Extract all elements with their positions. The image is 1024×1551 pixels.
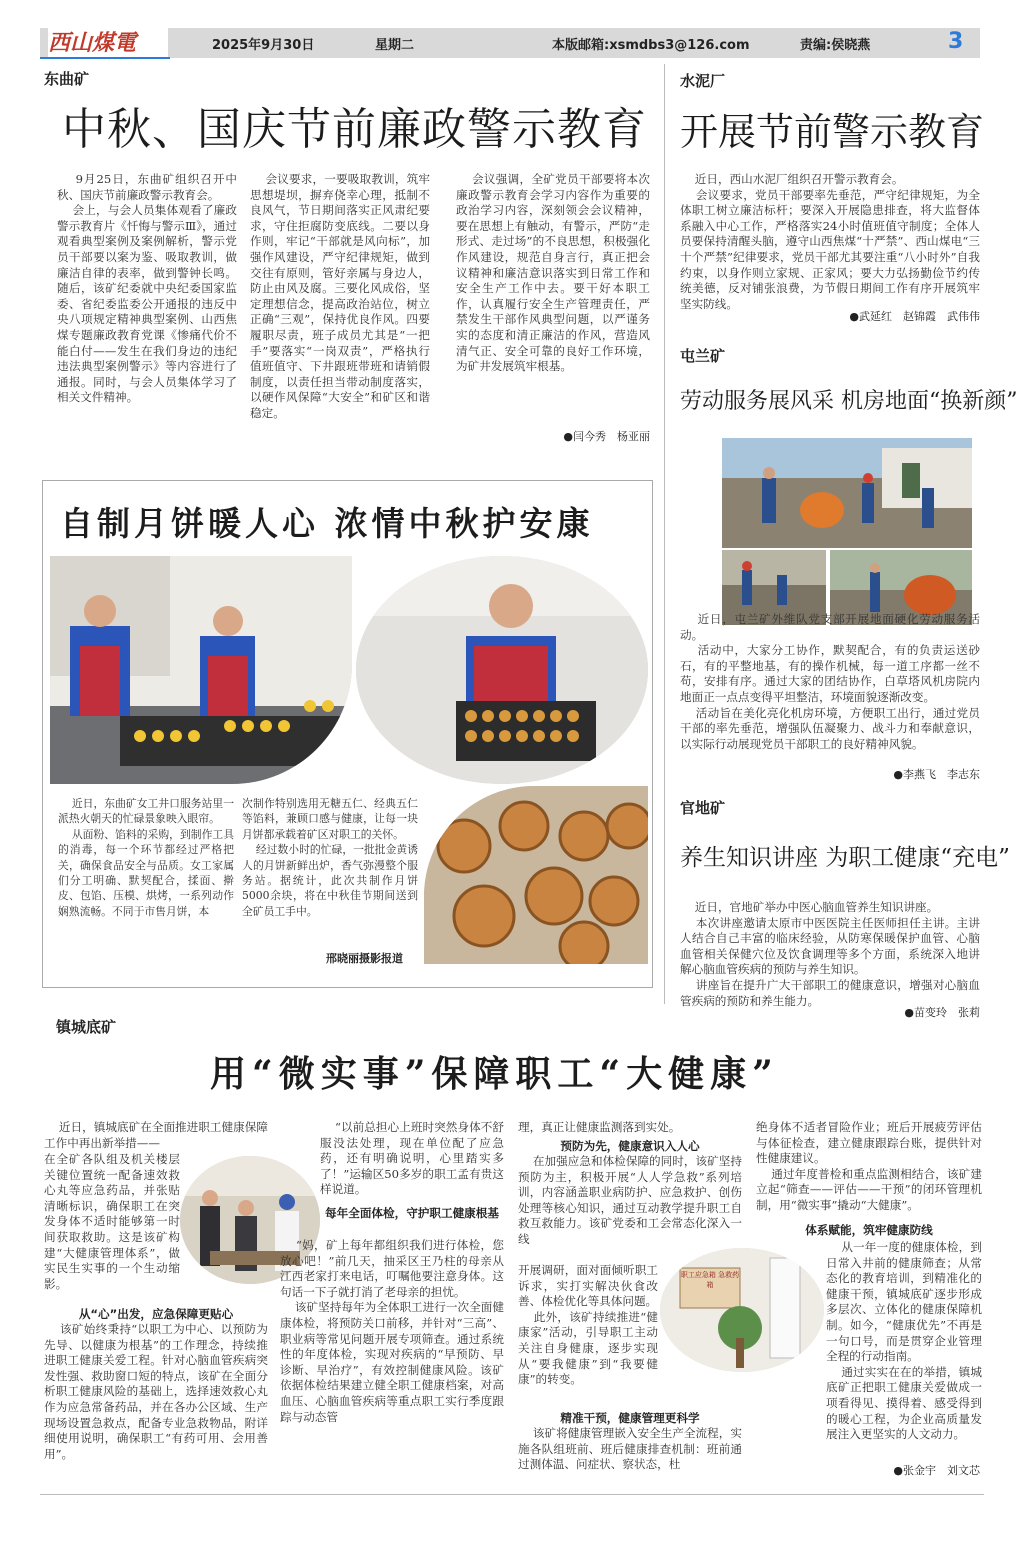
a5-body: 近日，官地矿举办中医心脑血管养生知识讲座。 本次讲座邀请太原市中医医院主任医师担任主讲。主讲人结合自己丰富的临床经验，从防寒保暖保护血管、心脑血管相关保健穴位及饮食调理等多个方面，系统深入地讲解心脑血管疾病的预防与养生知识。 讲座旨在提升广大干部职工的健康意识，增强对心脑血管疾病的预防和养生能力。 (680, 900, 980, 1008)
header-weekday: 星期二 (375, 38, 415, 53)
a5-section-label: 官地矿 (680, 799, 726, 817)
a4-col1: 近日，东曲矿女工井口服务站里一派热火朝天的忙碌景象映入眼帘。 从面粉、馅料的采购，到制作工具的消毒，每一个环节都经过严格把关，确保食品安全与品质。女工家属们分工明确、默契配合，揉面、擀皮、包馅、压模、烘烤，一系列动作娴熟流畅。不同于市售月饼，本 (58, 797, 235, 918)
a6-col4-body2: 从一年一度的健康体检，到日常入井前的健康筛查；从常态化的教育培训，到精准化的健康干预，镇城底矿逐步形成多层次、立体化的健康保障机制。如今，“健康优先”不再是一句口号，而是贯穿企业管理全程的行动指南。 通过实实在在的举措，镇城底矿正把职工健康关爱做成一项看得见、摸得着、感受得到的暖心工程，为企业高质量发展注入更坚实的人文动力。 (826, 1240, 982, 1442)
a2-body: 近日，西山水泥厂组织召开警示教育会。 会议要求，党员干部要率先垂范，严守纪律规矩，为全体职工树立廉洁标杆；要深入开展隐患排查，将大监督体系融入中心工作，严格落实24小时值班值守制度；全体人员要保持清醒头脑，遵守山西焦煤“十严禁”、西山煤电“三十个严禁”纪律要求，党员干部尤其要注重“八小时外”自我约束，以身作则立家规、正家风；要大力弘扬勤俭节约传统美德，反对铺张浪费，为节假日期间工作有序开展筑牢坚实防线。 (680, 172, 980, 311)
a6-col1-body: 该矿始终秉持“以职工为中心、以预防为先导、以健康为根基”的工作理念，持续推进职工健康关爱工程。针对心脑血管疾病突发性强、救助窗口短的特点，该矿在全面分析职工健康风险的基础上，选择速效救心丸作为应急常备药品，并在各办公区域、生产现场设置急救点，配备专业急救物品，附详细使用说明，确保职工“有药可用、会用善用”。 (44, 1322, 268, 1461)
page-number: 3 (948, 29, 964, 54)
bottom-rule (40, 1494, 984, 1495)
a1-col1: 9月25日，东曲矿组织召开中秋、国庆节前廉政警示教育会。 会上，与会人员集体观看了廉政警示教育片《忏悔与警示Ⅲ》，通过观看典型案例及案例解析，警示党员干部要以案为鉴、吸取教训，做廉洁自律的表率，做到警钟长鸣。随后，该矿纪委就中央纪委国家监委、省纪委监委公开通报的违反中央八项规定精神典型案例、山西焦煤专题廉政教育党课《惨痛代价不能白付——发生在我们身边的违纪违法典型案例警示》等内容进行了通报。同时，与会人员集体学习了相关文件精神。 (57, 172, 237, 405)
column-divider (664, 64, 665, 1004)
a6-section-label: 镇城底矿 (56, 1018, 117, 1036)
a5-headline: 养生知识讲座 为职工健康“充电” (680, 845, 1010, 871)
a1-col3: 会议强调，全矿党员干部要将本次廉政警示教育会学习内容作为重要的政治学习内容，深刻领会会议精神，要在思想上有触动，有警示，严防“走形式、走过场”的不良思想，积极强化作风建设，规范自身言行，真正把会议精神和廉洁意识落实到日常工作和安全生产工作中去。要干好本职工作，认真履行安全生产管理责任，严禁发生干部作风典型问题，以严谨务实的态度和清正廉洁的作风，营造风清气正、安全可靠的良好工作环境，为矿井发展筑牢根基。 (456, 172, 650, 374)
header-date: 2025年9月30日 (212, 38, 315, 53)
a6-col4-subhead: 体系赋能，筑牢健康防线 (805, 1223, 933, 1237)
a6-byline: ●张金宇 刘文芯 (893, 1464, 980, 1477)
header-email: 本版邮箱:xsmdbs3@126.com (552, 38, 750, 53)
a6-col4-body1: 绝身体不适者冒险作业；班后开展疲劳评估与体征检查，建立健康跟踪台账，提供针对性健康建议。 通过年度普检和重点监测相结合，该矿建立起“筛查——评估——干预”的闭环管理机制，用“微实事”撬动“大健康”。 (756, 1120, 982, 1212)
a6-col1-text: 在全矿各队组及机关楼层关键位置统一配备速效救心丸等应急药品，并张贴清晰标识，确保职工在突发身体不适时能够第一时间获取救助。这是该矿构建“大健康管理体系”，做实民生实事的一个生动缩影。 (44, 1152, 180, 1291)
a6-col3-subhead2: 精准干预，健康管理更科学 (560, 1411, 700, 1425)
a6-col3-body1: 在加强应急和体检保障的同时，该矿坚持预防为主，积极开展“人人学急救”系列培训，内容涵盖职业病防护、应急救护、创伤处理等核心知识，通过互动教学提升职工自救互救能力。该矿党委和工会常态化深入一线 (518, 1154, 742, 1246)
a1-section-label: 东曲矿 (44, 70, 90, 88)
a6-col3-body2: 开展调研，面对面倾听职工诉求，实打实解决伙食改善、体检优化等具体问题。 此外，该矿持续推进“健康家”活动，引导职工主动关注自身健康，逐步实现从“要我健康”到“我要健康”的转变。 (518, 1263, 658, 1387)
a3-photo-mixer (722, 438, 972, 548)
a3-byline: ●李燕飞 李志东 (893, 768, 980, 781)
a6-col2-body: “妈，矿上每年都组织我们进行体检，您放心吧！”前几天，抽采区王乃柱的母亲从江西老家打来电话，叮嘱他要注意身体。这句话一下子就打消了老母亲的担忧。 该矿坚持每年为全体职工进行一次全面健康体检，将预防关口前移，并针对“三高”、职业病等常见问题开展专项筛查。通过系统性的年度体检，实现对疾病的“早预防、早诊断、早治疗”，有效控制健康风险。该矿依据体检结果建立健全职工健康档案，对高血压、心脑血管疾病等重点职工实行季度跟踪与动态管 (280, 1238, 504, 1424)
a6-col3-cont: 理，真正让健康监测落到实处。 (518, 1120, 681, 1134)
a2-headline: 开展节前警示教育 (680, 110, 985, 154)
a4-col2: 次制作特别选用无糖五仁、经典五仁等馅料，兼顾口感与健康，让每一块月饼都承载着矿区对职工的关怀。 经过数小时的忙碌，一批批金黄诱人的月饼新鲜出炉，香气弥漫整个服务站。据统计，此次共制作月饼5000余块，将在中秋佳节期间送到全矿员工手中。 (242, 797, 419, 918)
a4-byline: 邢晓丽摄影报道 (326, 952, 403, 965)
newspaper-logo: 西山煤電 (48, 28, 168, 58)
a3-body: 近日，屯兰矿外维队党支部开展地面硬化劳动服务活动。 活动中，大家分工协作，默契配合，有的负责运送砂石，有的平整地基，有的操作机械，每一道工序都一丝不苟，安排有序。通过大家的团结协作，白草塔风机房院内地面正一点点变得平坦整洁，环境面貌逐渐改变。 活动旨在美化亮化机房环境，方便职工出行，通过党员干部的率先垂范，增强队伍凝聚力、战斗力和奉献意识，以实际行动展现党员干部职工的良好精神风貌。 (680, 612, 980, 751)
header-editor: 责编:侯晓燕 (800, 38, 871, 53)
a6-col3-subhead1: 预防为先，健康意识入人心 (560, 1139, 700, 1153)
a1-byline: ●闫今秀 杨亚丽 (563, 430, 650, 443)
a5-byline: ●苗变玲 张莉 (904, 1006, 980, 1019)
a1-headline: 中秋、国庆节前廉政警示教育 (62, 104, 647, 155)
a6-col3-body3: 该矿将健康管理嵌入安全生产全流程，实施各队组班前、班后健康排查机制：班前通过测体温、问症状、察状态，杜 (518, 1426, 742, 1472)
a1-col2: 会议要求，一要吸取教训，筑牢思想堤坝，摒弃侥幸心理，抵制不良风气，节日期间落实正风肃纪要求，守住拒腐防变底线。二要以身作则，牢记“干部就是风向标”，加强作风建设，严守纪律规矩，做到交往有原则，管好亲属与身边人，防止由风及腐。三要化风成俗，坚定理想信念，提高政治站位，树立正确“三观”，保持优良作风。四要履职尽责，班子成员尤其是“一把手”要落实“一岗双责”，严格执行值班值守、下井跟班带班和请销假制度，以责任担当带动制度落实，以硬作风保障“大安全”和矿区和谐稳定。 (250, 172, 430, 420)
a4-photo-women-baking (50, 556, 352, 784)
header-logo-underline (40, 57, 170, 59)
a2-byline: ●武延红 赵锦霞 武伟伟 (849, 310, 980, 323)
a6-col2-quote: “以前总担心上班时突然身体不舒服没法处理，现在单位配了应急药，还有明确说明，心里踏实多了！”运输区50多岁的职工孟有贵这样说道。 (320, 1120, 504, 1197)
a2-section-label: 水泥厂 (680, 72, 726, 90)
a6-col1-subhead: 从“心”出发，应急保障更贴心 (78, 1307, 234, 1321)
a6-col2-subhead: 每年全面体检，守护职工健康根基 (325, 1206, 499, 1220)
a4-headline: 自制月饼暖人心 浓情中秋护安康 (60, 504, 594, 543)
a3-headline: 劳动服务展风采 机房地面“换新颜” (680, 389, 1018, 414)
a6-col1-intro: 近日，镇城底矿在全面推进职工健康保障工作中再出新举措—— (44, 1120, 268, 1150)
a4-photo-woman-tray (356, 556, 648, 784)
a6-headline: 用“微实事”保障职工“大健康” (210, 1053, 779, 1095)
a6-cabinet-sign: 职工应急箱 急救药箱 (680, 1271, 740, 1289)
a3-section-label: 屯兰矿 (680, 347, 726, 365)
